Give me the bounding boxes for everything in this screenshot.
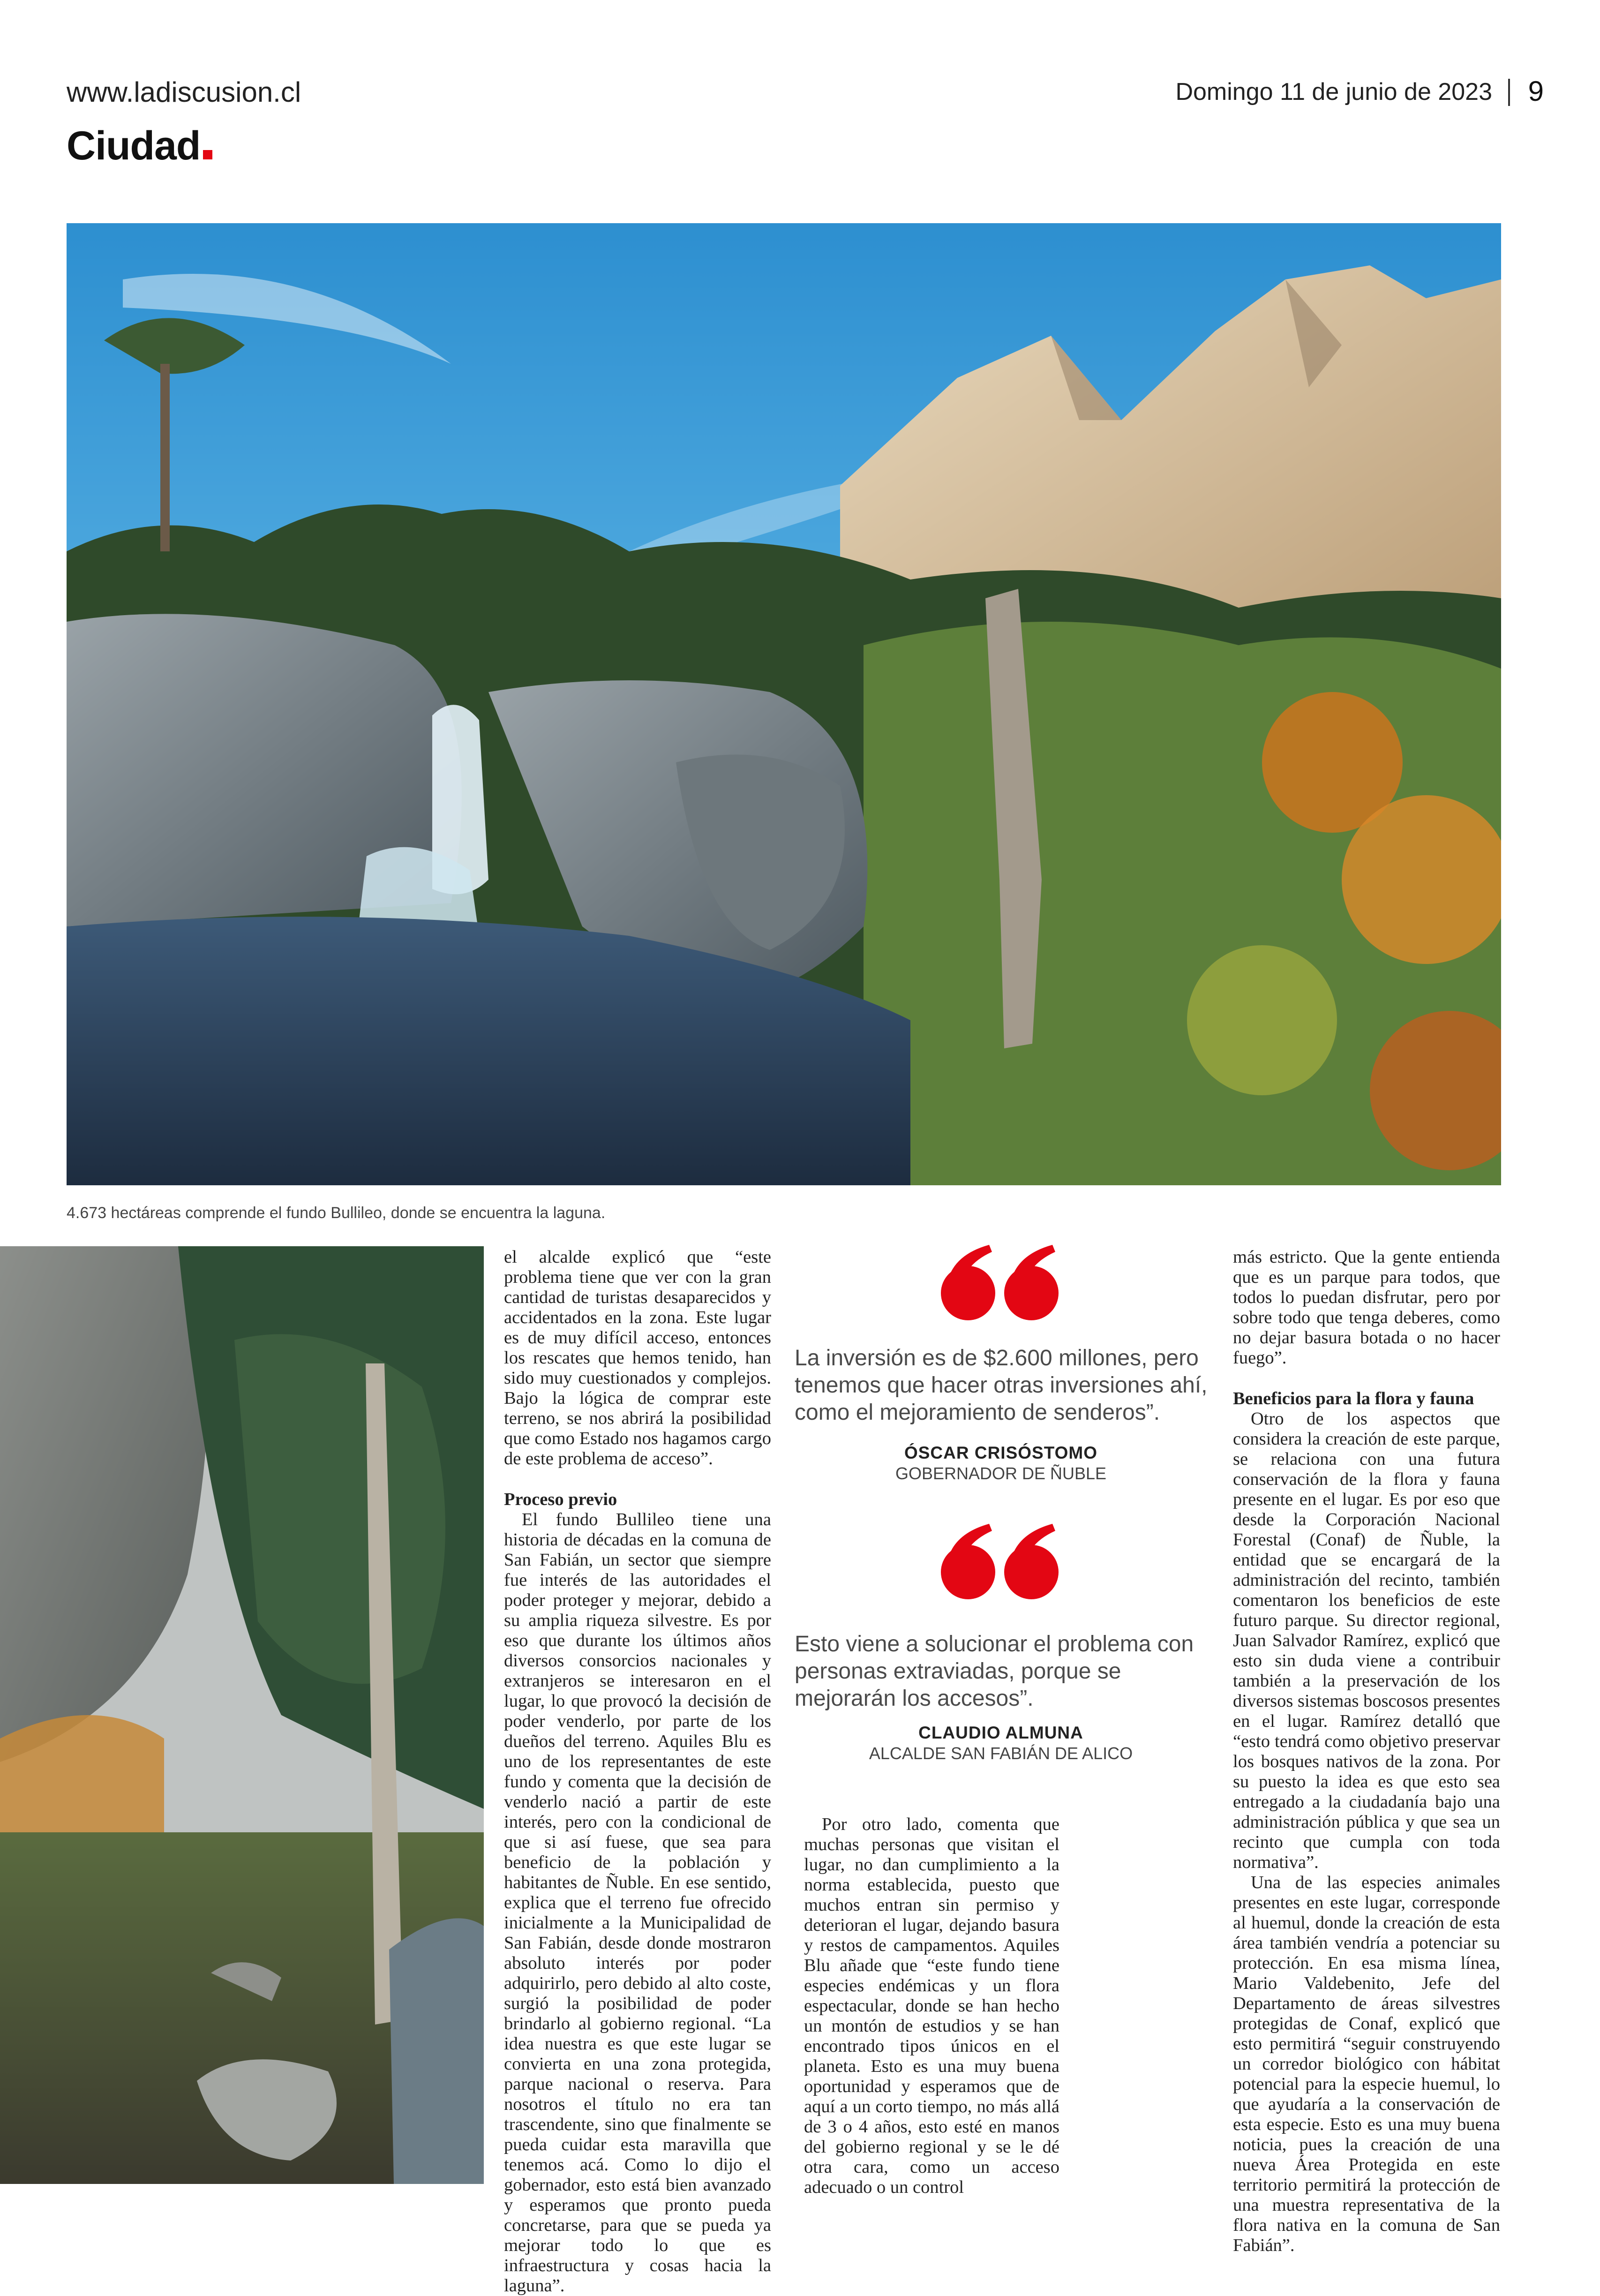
quote-mark-icon [938,1242,1064,1322]
paragraph: el alcalde explicó que “este problema tiene que ver con la gran cantidad de turistas desaparecidos y accidentados en la zona. Este lugar es de muy difícil acceso, entonces los rescates que hemos tenido, han sido muy cuestionados y complejos. Bajo la lógica de comprar este terreno, se nos abrirá la posibilidad que como Estado nos hagamos cargo de este problema de acceso”. [504,1247,771,1468]
paragraph: más estricto. Que la gente entienda que es un parque para todos, que todos lo puedan disfrutar, pero por sobre todo que tenga deberes, como no dejar basura botada o no hacer fuego”. [1233,1247,1500,1368]
header-date: Domingo 11 de junio de 2023 [1175,78,1492,105]
pull-quote-1-role: GOBERNADOR DE ÑUBLE [895,1464,1107,1483]
section-accent-dot [203,150,212,159]
pull-quote-2-author: CLAUDIO ALMUNA [918,1723,1083,1742]
section-title-text: Ciudad [67,123,201,168]
article-column-1 [504,1247,771,2296]
main-photo-illustration [67,223,1501,1185]
paragraph: Por otro lado, comenta que muchas personas que visitan el lugar, no dan cumplimiento a la norma establecida, puesto que muchos entran sin permiso y deterioran el lugar, dejando basura y restos de campamentos. Aquiles Blu añade que “este fundo tiene especies endémicas y un flora espectacular, donde se han hecho un montón de estudios y se han encontrado tipos únicos en el planeta. Esto es una muy buena oportunidad y esperamos que de aquí a un corto tiempo, no más allá de 3 o 4 años, esto esté en manos del gobierno regional y se le dé otra cara, como un acceso adecuado o un control [804,1814,1059,2197]
article-column-4 [1233,1247,1500,2256]
paragraph: El fundo Bullileo tiene una historia de décadas en la comuna de San Fabián, un sector que siempre fue interés de las autoridades el poder proteger y mejorar, debido a su amplia riqueza silvestre. Es por eso que durante los últimos años diversos consorcios nacionales y extranjeros se interesaron en el lugar, lo que provocó la decisión de poder venderlo, por parte de los dueños del terreno. Aquiles Blu es uno de los representantes de este fundo y comenta que la decisión de venderlo nació a partir de este interés, pero con la condicional de que si así fuese, que sea para beneficio de la población y habitantes de Ñuble. En ese sentido, explica que el terreno fue ofrecido inicialmente a la Municipalidad de San Fabián, desde donde mostraron absoluto interés por poder adquirirlo, pero debido al alto coste, surgió la posibilidad de poder brindarlo al gobierno regional. “La idea nuestra es que este lugar se convierta en una zona protegida, parque nacional o reserva. Para nosotros el título no era tan trascendente, sino que finalmente se pueda cuidar esta maravilla que tenemos acá. Como lo dijo el gobernador, esto está bien avanzado y esperamos que pronto pueda concretarse, para que se pueda ya mejorar todo lo que es infraestructura y cosas hacia la laguna”. [504,1510,771,2296]
subheading-beneficios: Beneficios para la flora y fauna [1233,1389,1474,1408]
site-url[interactable]: www.ladiscusion.cl [67,76,301,108]
pull-quote-1-text: La inversión es de $2.600 millones, pero tenemos que hacer otras inversiones ahí, como el mejoramiento de senderos”. [795,1346,1208,1425]
side-photo-illustration [0,1246,484,2184]
page-number: 9 [1528,75,1544,107]
paragraph: Una de las especies animales presentes en este lugar, corresponde al huemul, donde la creación de esta área también vendría a potenciar su protección. En esa misma línea, Mario Valdebenito, Jefe del Departamento de áreas silvestres protegidas de Conaf, explicó que esto permitirá “seguir construyendo un corredor biológico con hábitat potencial para la especie huemul, lo que ayudaría a la conservación de esta especie. Esto es una muy buena noticia, pues la creación de una nueva Área Protegida en este territorio permitirá la protección de una muestra representativa de la flora nativa en la comuna de San Fabián”. [1233,1873,1500,2255]
section-title [67,123,212,169]
side-photo [0,1246,484,2184]
subheading-proceso-previo: Proceso previo [504,1490,617,1509]
photo-caption: 4.673 hectáreas comprende el fundo Bullileo, donde se encuentra la laguna. [67,1204,606,1222]
paragraph: Otro de los aspectos que considera la creación de este parque, se relaciona con una futura conservación de la flora y fauna presente en el lugar. Es por eso que desde la Corporación Nacional Forestal (Conaf) de Ñuble, la entidad que se encargará de la administración del recinto, también comentaron los beneficios de este futuro parque. Su director regional, Juan Salvador Ramírez, explicó que esto sin duda viene a contribuir también a la preservación de los diversos sistemas boscosos presentes en el lugar. Ramírez detalló que “esto tendrá como objetivo preservar los bosques nativos de la zona. Por su puesto la idea es que esto sea entregado a la ciudadanía bajo una administración pública y que sea un recinto que cumpla con toda normativa”. [1233,1409,1500,1872]
pull-quote-1-author: ÓSCAR CRISÓSTOMO [904,1443,1098,1462]
header-separator [1508,79,1510,106]
main-photo [67,223,1501,1185]
pull-quote-2-role: ALCALDE SAN FABIÁN DE ALICO [869,1744,1133,1763]
article-column-3 [804,1814,1059,2198]
quote-mark-icon [938,1521,1064,1601]
pull-quote-2-text: Esto viene a solucionar el problema con personas extraviadas, porque se mejorarán los accesos”. [795,1632,1194,1711]
